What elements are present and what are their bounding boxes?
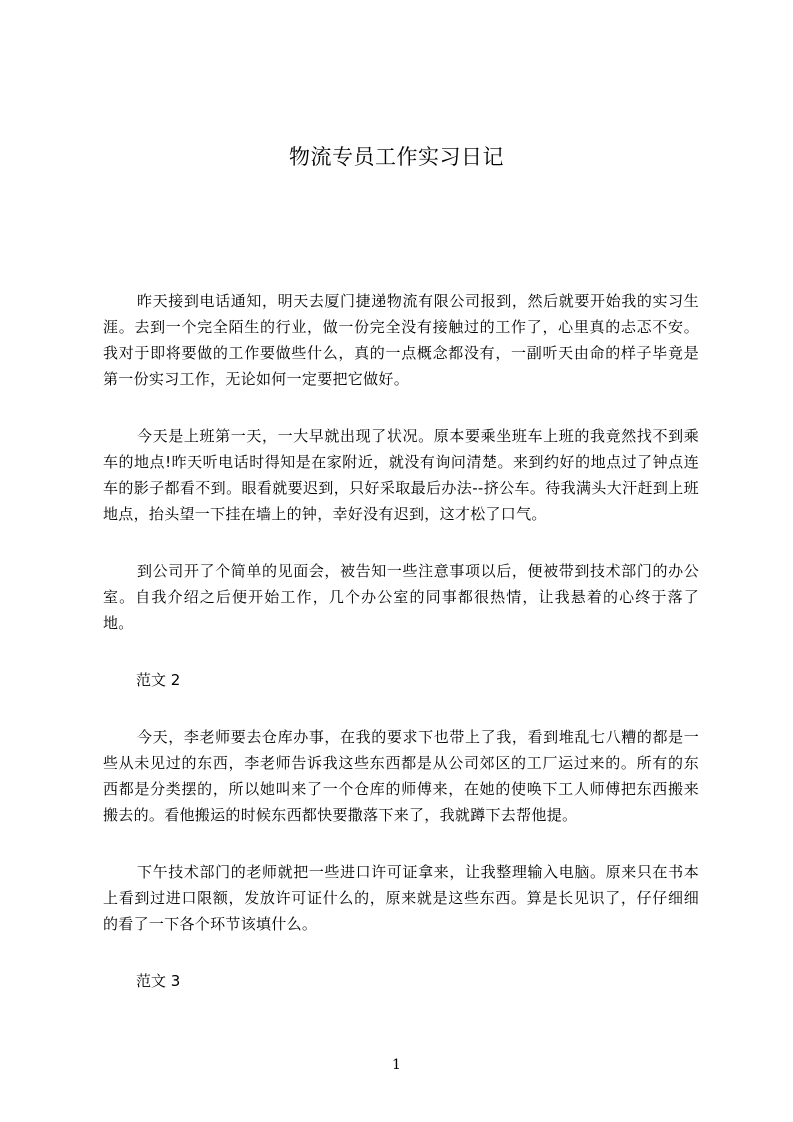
page-number: 1 [392,1057,401,1073]
section-label-3: 范文 3 [136,972,181,990]
document-title: 物流专员工作实习日记 [289,145,504,169]
paragraph: 到公司开了个简单的见面会，被告知一些注意事项以后，便被带到技术部门的办公室。自我介绍之后便开始工作，几个办公室的同事都很热情，让我悬着的心终于落了地。 [103,562,699,632]
paragraph: 下午技术部门的老师就把一些进口许可证拿来，让我整理输入电脑。原来只在书本上看到过进口限额，发放许可证什么的，原来就是这些东西。算是长见识了，仔仔细细的看了一下各个环节该填什么。 [103,863,699,933]
paragraph: 今天，李老师要去仓库办事，在我的要求下也带上了我，看到堆乱七八糟的都是一些从未见过的东西，李老师告诉我这些东西都是从公司郊区的工厂运过来的。所有的东西都是分类摆的，所以她叫来了一个仓库的师傅来，在她的使唤下工人师傅把东西搬来搬去的。看他搬运的时候东西都快要撒落下来了，我就蹲下去帮他提。 [103,728,699,824]
paragraph: 今天是上班第一天，一大早就出现了状况。原本要乘坐班车上班的我竟然找不到乘车的地点!昨天听电话时得知是在家附近，就没有询问清楚。来到约好的地点过了钟点连车的影子都看不到。眼看就要迟到，只好采取最后办法--挤公车。待我满头大汗赶到上班地点，抬头望一下挂在墙上的钟，幸好没有迟到，这才松了口气。 [103,427,699,523]
document-body [103,288,699,1025]
section-label-2: 范文 2 [136,671,181,689]
paragraph: 昨天接到电话通知，明天去厦门捷递物流有限公司报到，然后就要开始我的实习生涯。去到一个完全陌生的行业，做一份完全没有接触过的工作了，心里真的忐忑不安。我对于即将要做的工作要做些什么，真的一点概念都没有，一副听天由命的样子毕竟是第一份实习工作，无论如何一定要把它做好。 [103,292,699,388]
